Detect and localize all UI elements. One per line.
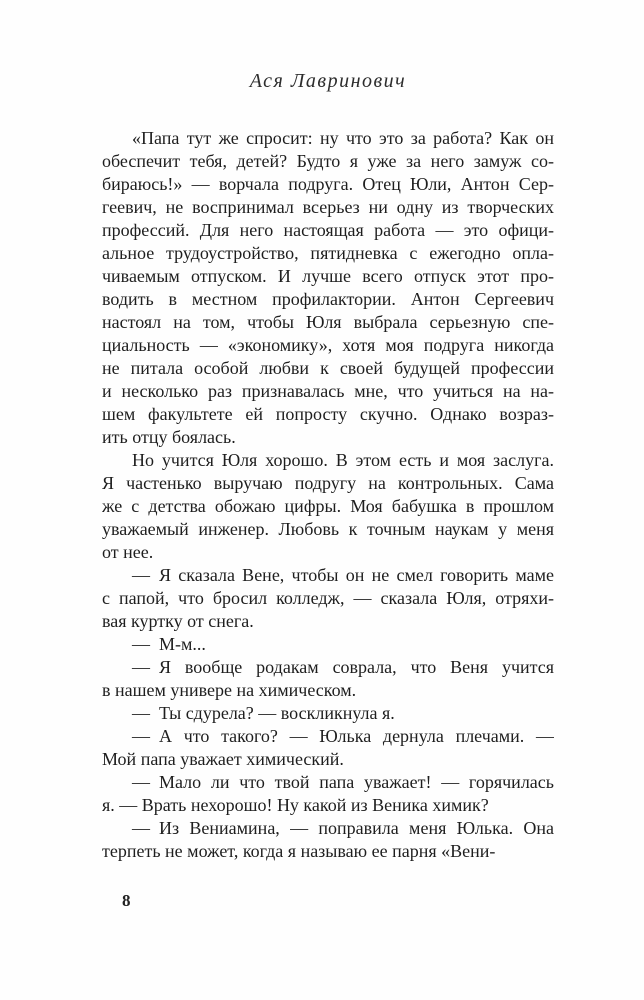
paragraph xyxy=(102,771,554,817)
text-line: — Я сказала Вене, чтобы он не смел говорить маме xyxy=(132,565,554,585)
text-line: чиваемым отпуском. И лучше всего отпуск этот про- xyxy=(102,266,554,286)
paragraph xyxy=(102,725,554,771)
text-line: в нашем универе на химическом. xyxy=(102,680,357,700)
text-line: же с детства обожаю цифры. Моя бабушка в прошлом xyxy=(102,496,554,516)
text-line: ить отцу боялась. xyxy=(102,427,236,447)
text-line: Мой папа уважает химический. xyxy=(102,749,344,769)
text-line: Я частенько выручаю подругу на контрольных. Сама xyxy=(102,473,554,493)
text-line: с папой, что бросил колледж, — сказала Юля, отряхи- xyxy=(102,588,554,608)
text-line: — Я вообще родакам соврала, что Веня учится xyxy=(132,657,554,677)
paragraph xyxy=(102,633,554,656)
text-line: — Мало ли что твой папа уважает! — горячилась xyxy=(132,772,554,792)
text-line: альное трудоустройство, пятидневка с ежегодно опла- xyxy=(102,243,554,263)
text-line: вая куртку от снега. xyxy=(102,611,254,631)
text-line: — Из Вениамина, — поправила меня Юлька. Она xyxy=(132,818,554,838)
text-line: я. — Врать нехорошо! Ну какой из Веника химик? xyxy=(102,795,489,815)
text-line: от нее. xyxy=(102,542,154,562)
text-line: — А что такого? — Юлька дернула плечами. — xyxy=(132,726,554,746)
paragraph xyxy=(102,564,554,633)
paragraph xyxy=(102,702,554,725)
text-line: обеспечит тебя, детей? Будто я уже за него замуж со- xyxy=(102,151,554,171)
text-line: Но учится Юля хорошо. В этом есть и моя заслуга. xyxy=(132,450,554,470)
text-line: уважаемый инженер. Любовь к точным наукам у меня xyxy=(102,519,554,539)
text-line: профессий. Для него настоящая работа — это офици- xyxy=(102,220,554,240)
page-number: 8 xyxy=(122,891,131,910)
text-line: «Папа тут же спросит: ну что это за работа? Как он xyxy=(132,128,554,148)
text-line: и несколько раз признавалась мне, что учиться на на- xyxy=(102,381,554,401)
text-line: бираюсь!» — ворчала подруга. Отец Юли, Антон Сер- xyxy=(102,174,554,194)
text-line: настоял на том, чтобы Юля выбрала серьезную спе- xyxy=(102,312,554,332)
paragraph xyxy=(102,449,554,564)
paragraph xyxy=(102,656,554,702)
text-line: терпеть не может, когда я называю ее парня «Вени- xyxy=(102,841,496,861)
text-line: — Ты сдурела? — воскликнула я. xyxy=(132,703,395,723)
text-line: не питала особой любви к своей будущей профессии xyxy=(102,358,554,378)
text-line: геевич, не воспринимал всерьез ни одну из творческих xyxy=(102,197,554,217)
text-line: — М-м... xyxy=(132,634,206,654)
body-text xyxy=(102,127,554,863)
paragraph xyxy=(102,127,554,449)
paragraph xyxy=(102,817,554,863)
running-header-author: Ася Лавринович xyxy=(249,70,407,92)
text-line: шем факультете ей попросту скучно. Однако возраз- xyxy=(102,404,554,424)
text-line: водить в местном профилактории. Антон Сергеевич xyxy=(102,289,554,309)
text-line: циальность — «экономику», хотя моя подруга никогда xyxy=(102,335,554,355)
